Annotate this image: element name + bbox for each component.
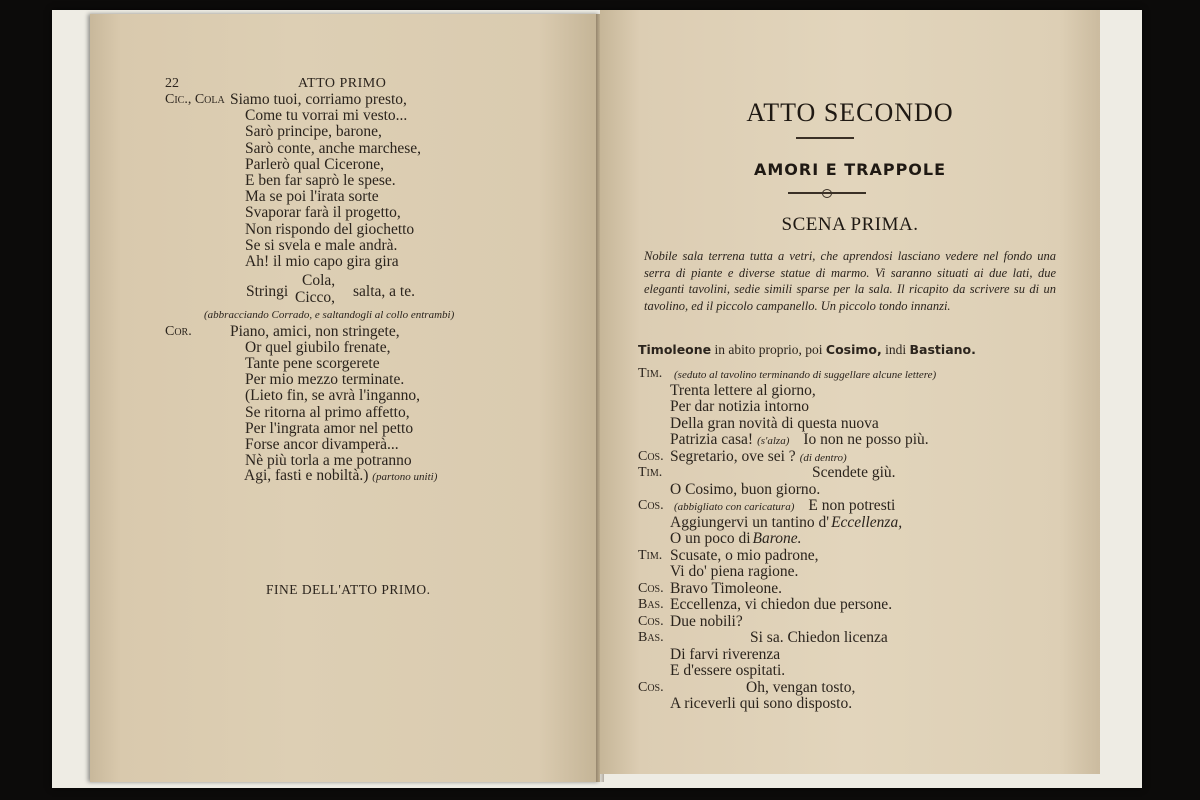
dialogue-text: Due nobili? — [670, 612, 743, 630]
stage-direction: (seduto al tavolino terminando di suggellare alcune lettere) — [674, 369, 937, 381]
stage-direction: (abbracciando Corrado, e saltandogli al collo entrambi) — [204, 309, 455, 321]
dialogue-text: E d'essere ospitati. — [670, 662, 786, 679]
dialogue-line — [670, 548, 819, 564]
running-head: ATTO PRIMO — [298, 76, 387, 91]
verse-line: Siamo tuoi, corriamo presto, — [230, 91, 407, 108]
speaker-role: Cic., Cola — [165, 92, 225, 107]
verse-line: Or quel giubilo frenate, — [245, 339, 391, 357]
title-rule — [796, 137, 854, 139]
verse-line: Parlerò qual Cicerone, — [245, 155, 385, 173]
page-number: 22 — [165, 76, 179, 91]
stage-direction: (di dentro) — [799, 451, 847, 464]
act-title: ATTO SECONDO — [746, 98, 954, 127]
stringi-upper: Cola, — [302, 272, 336, 289]
dialogue-line — [670, 564, 798, 580]
speaker-role: Tim. — [638, 366, 663, 381]
dialogue-line — [670, 432, 929, 449]
dialogue-text: Bravo Timoleone. — [670, 579, 782, 597]
speaker-role: Tim. — [638, 465, 663, 480]
dialogue-text: O Cosimo, buon giorno. — [670, 480, 821, 498]
dialogue-line — [670, 696, 852, 712]
verse-line: Se si svela e male andrà. — [245, 236, 398, 254]
verse-line: Piano, amici, non stringete, — [230, 323, 400, 340]
dialogue-text: Patrizia casa! — [670, 431, 754, 448]
speaker-role: Tim. — [638, 547, 663, 563]
stage-direction: (abbigliato con caricatura) — [674, 501, 795, 513]
dialogue-line — [670, 614, 743, 630]
cast-name-cosimo: Cosimo, — [825, 342, 882, 357]
stringi-lower: Cicco, — [295, 289, 336, 306]
stage-description: Nobile sala terrena tutta a vetri, che aprendosi lasciano vedere nel fondo una serra di piante e diverse statue di marmo. Vi saranno situati ai due lati, due eleganti tavolini, sedie simili sparse per la sala. Il ricapito da scrivere su di un tavolino, ed il piccolo campanello. Un piccolo tondo innanzi. — [644, 249, 1056, 313]
dialogue-text: Vi do' piena ragione. — [670, 563, 799, 580]
speaker-role: Bas. — [638, 597, 664, 612]
verse-line: Nè più torla a me potranno — [245, 451, 412, 469]
dialogue-line — [670, 531, 801, 547]
dialogue-text: Io non ne posso più. — [803, 431, 929, 448]
verse-line: Per l'ingrata amor nel petto — [245, 419, 414, 437]
dialogue-text: Eccellenza, vi chiedon due persone. — [670, 596, 893, 613]
dialogue-line — [670, 498, 895, 515]
dialogue-text: Si sa. Chiedon licenza — [750, 629, 888, 646]
dialogue-line — [670, 515, 902, 531]
stringi-rest: salta, a te. — [353, 283, 415, 300]
verse-line: E ben far saprò le spese. — [245, 172, 396, 189]
stage-direction: (s'alza) — [757, 435, 790, 447]
verse-line: Svaporar farà il progetto, — [245, 204, 401, 222]
dialogue-line — [670, 581, 782, 597]
act-subtitle: AMORI E TRAPPOLE — [753, 160, 947, 179]
dialogue-line — [670, 597, 892, 613]
last-line-direction: (partono uniti) — [372, 471, 438, 483]
dialogue-line — [670, 449, 851, 466]
stringi-word: Stringi — [246, 283, 289, 300]
dialogue-text: O un poco di — [670, 530, 751, 547]
speaker-role: Cos. — [638, 448, 664, 464]
verse-line: Sarò conte, anche marchese, — [245, 139, 422, 157]
role-cor: Cor. — [165, 324, 192, 339]
dialogue-line — [670, 399, 809, 415]
verse-line: Ma se poi l'irata sorte — [245, 188, 379, 206]
scene-title: SCENA PRIMA. — [781, 214, 919, 235]
dialogue-text: Barone. — [752, 530, 802, 547]
last-line-text: Agi, fasti e nobiltà.) — [244, 467, 369, 484]
dialogue-line — [670, 416, 879, 432]
verse-line: Forse ancor divamperà... — [245, 435, 399, 453]
dialogue-text: Segretario, ove sei ? — [670, 447, 796, 465]
speaker-role: Cos. — [638, 498, 664, 513]
dialogue-text: Scusate, o mio padrone, — [670, 546, 819, 564]
dialogue-line — [750, 630, 888, 646]
speaker-role: Cos. — [638, 580, 664, 596]
dialogue-line — [670, 663, 785, 679]
verse-line: Se ritorna al primo affetto, — [245, 403, 410, 421]
verse-line: (Lieto fin, se avrà l'inganno, — [245, 387, 420, 405]
end-of-act: FINE DELL'ATTO PRIMO. — [266, 582, 431, 597]
cast-name-bastiano: Bastiano. — [909, 342, 976, 357]
cast-text: in abito proprio, poi — [714, 342, 823, 357]
dialogue-text: E non potresti — [808, 497, 896, 514]
right-page — [600, 10, 1100, 774]
dialogue-text: Per dar notizia intorno — [670, 398, 810, 415]
last-line — [244, 468, 437, 485]
dialogue-line — [670, 647, 780, 663]
left-page — [90, 14, 600, 782]
cast-text: indi — [885, 342, 907, 357]
verse-line: Non rispondo del giochetto — [245, 220, 415, 238]
dialogue-text: A riceverli qui sono disposto. — [670, 695, 853, 712]
speaker-role: Bas. — [638, 630, 664, 645]
dialogue-text: Della gran novità di questa nuova — [670, 414, 879, 432]
dialogue-text: Aggiungervi un tantino d' — [670, 513, 830, 531]
dialogue-line — [812, 465, 896, 481]
dialogue-line — [670, 482, 820, 498]
dialogue-line — [746, 680, 855, 696]
verse-line: Ah! il mio capo gira gira — [245, 253, 399, 270]
dialogue-text: Di farvi riverenza — [670, 645, 781, 663]
verse-line: Per mio mezzo terminate. — [245, 371, 405, 389]
dialogue-line — [670, 366, 940, 383]
dialogue-line — [670, 383, 816, 399]
verse-line: Tante pene scorgerete — [245, 355, 380, 373]
dialogue-text: Scendete giù. — [812, 464, 896, 481]
cast-line — [638, 342, 976, 358]
verse-line: Sarò principe, barone, — [245, 123, 382, 141]
dialogue-text: Eccellenza, — [831, 513, 903, 531]
dialogue-text: Oh, vengan tosto, — [746, 678, 856, 696]
cast-name-timoleone: Timoleone — [638, 342, 712, 357]
verse-line: Come tu vorrai mi vesto... — [245, 107, 408, 125]
ornament-icon — [822, 189, 832, 198]
dialogue-text: Trenta lettere al giorno, — [670, 381, 816, 399]
speaker-role: Cos. — [638, 613, 664, 629]
speaker-role: Cos. — [638, 679, 664, 695]
